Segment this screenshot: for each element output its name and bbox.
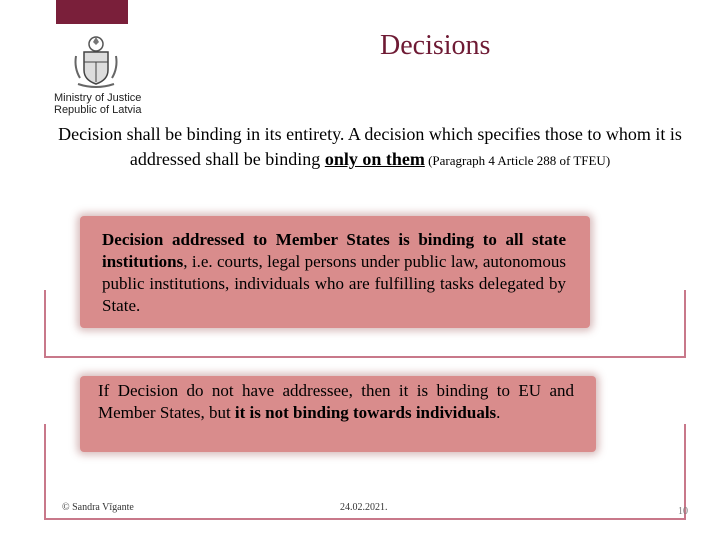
card2-text: If Decision do not have addressee, then it is binding to EU and Member States, but (98, 381, 574, 422)
no-addressee-card (80, 376, 596, 452)
page-number: 10 (678, 506, 688, 517)
coat-of-arms-icon (68, 34, 124, 90)
page-title: Decisions (380, 30, 491, 61)
footer-author: © Sandra Vīgante (62, 502, 134, 513)
intro-paragraph (40, 122, 700, 173)
ministry-logo (50, 34, 142, 120)
intro-reference: (Paragraph 4 Article 288 of TFEU) (424, 153, 611, 168)
logo-line-1: Ministry of Justice (54, 92, 142, 104)
member-states-card (80, 216, 590, 328)
card2-bold: it is not binding towards individuals (234, 403, 497, 422)
logo-line-2: Republic of Latvia (54, 104, 142, 116)
intro-text: Decision shall be binding in its entirety. A decision which specifies those to whom it is addressed shall be binding (58, 124, 682, 169)
card2-end: . (496, 403, 501, 422)
intro-emphasis: only on them (324, 149, 425, 169)
top-accent-bar (56, 0, 128, 24)
footer-date: 24.02.2021. (340, 502, 388, 513)
card1-text: , i.e. courts, legal persons under public law, autonomous public institutions, individuals who are fulfilling tasks delegated by State. (102, 252, 566, 315)
card1-bold: Decision addressed to Member States is binding to all state institutions (102, 230, 566, 271)
